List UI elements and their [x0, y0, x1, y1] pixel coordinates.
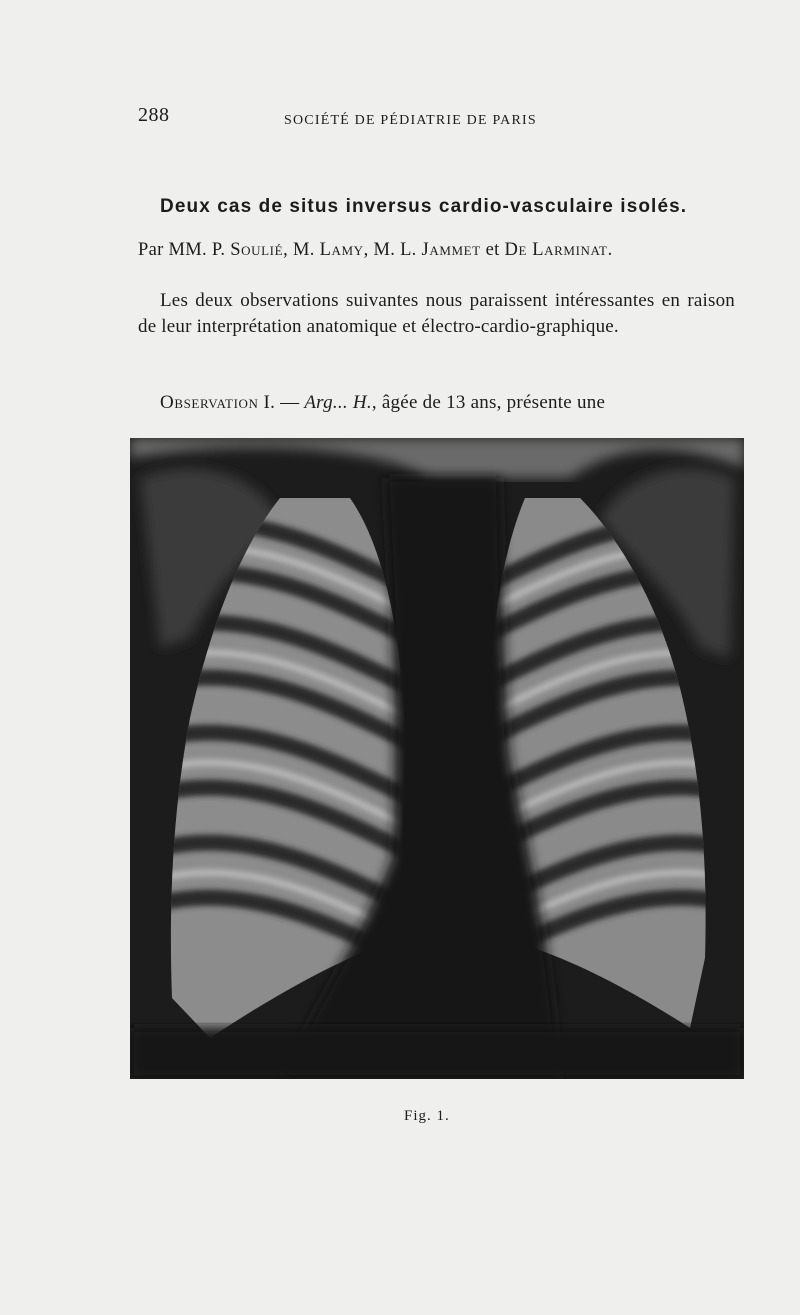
- chest-xray-figure: [130, 438, 744, 1079]
- authors-sep: et: [480, 240, 505, 260]
- authors-sep: , M.: [283, 240, 320, 260]
- observation-line: [138, 390, 735, 416]
- authors-suffix: .: [607, 240, 613, 260]
- figure-caption: Fig. 1.: [404, 1108, 450, 1124]
- authors-prefix: Par MM. P.: [138, 240, 231, 260]
- running-head: SOCIÉTÉ DE PÉDIATRIE DE PARIS: [284, 113, 537, 128]
- chest-xray-image: [130, 438, 744, 1079]
- observation-label: Observation: [160, 392, 259, 413]
- intro-paragraph: Les deux observations suivantes nous paraissent intéressantes en raison de leur interprétation anatomique et électro-cardio-graphique.: [138, 290, 735, 337]
- author-line: [138, 240, 613, 261]
- author-soulie: Soulié: [230, 240, 284, 260]
- author-lamy: Lamy: [319, 240, 364, 260]
- observation-number: I. —: [258, 392, 305, 413]
- author-jammet: Jammet: [421, 240, 481, 260]
- patient-name: Arg... H.: [304, 392, 372, 413]
- page-number: 288: [138, 104, 170, 126]
- authors-sep: , M. L.: [363, 240, 422, 260]
- observation-rest: , âgée de 13 ans, présente une: [371, 392, 606, 413]
- article-title: Deux cas de situs inversus cardio-vasculaire isolés.: [160, 196, 688, 217]
- author-de-larminat: De Larminat: [504, 240, 608, 260]
